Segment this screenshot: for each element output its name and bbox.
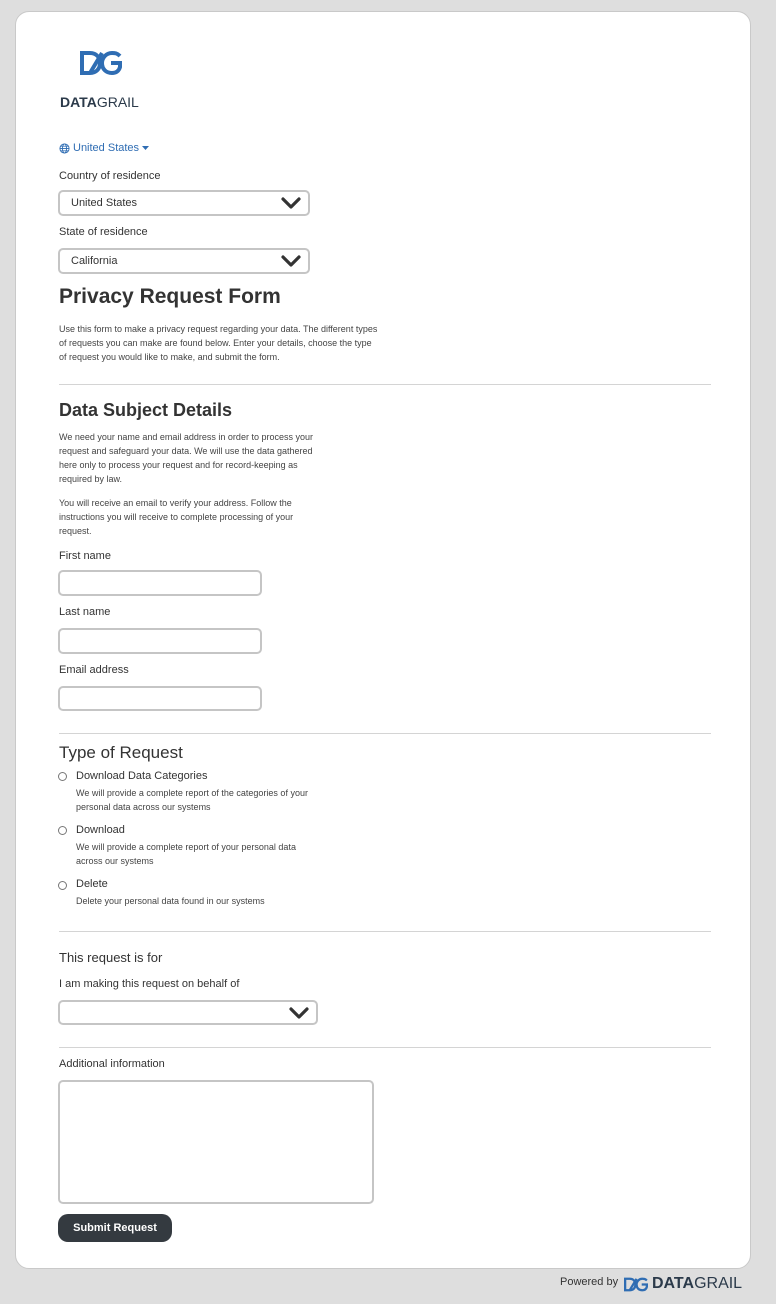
datagrail-mark-icon [80,50,122,76]
first-name-input[interactable] [58,570,262,596]
submit-button[interactable]: Submit Request [58,1214,172,1242]
divider [59,733,711,734]
locale-label: United States [73,142,140,154]
email-label: Email address [59,664,129,676]
email-input[interactable] [58,686,262,711]
country-select[interactable] [58,190,310,216]
subject-para-2: You will receive an email to verify your address. Follow the instructions you will receive to complete processing of your request. [59,498,294,536]
powered-by-text: Powered by [560,1276,619,1288]
option-description: We will provide a complete report of your personal data across our systems [76,842,296,866]
option-description: Delete your personal data found in our systems [76,896,265,906]
option-description: We will provide a complete report of the categories of your personal data across our systems [76,788,308,812]
page-title: Privacy Request Form [59,285,281,308]
chevron-down-icon [288,1006,310,1020]
globe-icon [59,143,70,154]
datagrail-logo [60,50,150,110]
logo-text-bold: DATA [60,94,97,110]
country-label: Country of residence [59,170,161,182]
datagrail-mark-icon [624,1277,648,1292]
chevron-down-icon [280,254,302,268]
chevron-down-icon [280,196,302,210]
request-for-title: This request is for [59,950,163,965]
option-label: Delete [76,878,108,890]
subject-section-title: Data Subject Details [59,400,233,420]
radio-delete[interactable] [58,881,67,890]
divider [59,384,711,385]
request-type-title: Type of Request [59,743,183,762]
option-label: Download Data Categories [76,770,208,782]
footer-logo-bold: DATA [652,1275,695,1292]
form-card [15,11,751,1269]
request-for-select[interactable] [58,1000,318,1025]
state-label: State of residence [59,226,148,238]
form-intro: Use this form to make a privacy request regarding your data. The different types of requests you can make are found below. Enter your details, choose the type of request you would like to make, and submit the form. [59,324,378,362]
footer-datagrail-logo[interactable] [624,1275,754,1295]
footer-logo-light: GRAIL [694,1275,743,1292]
option-label: Download [76,824,125,836]
country-value: United States [71,197,138,209]
locale-selector[interactable] [59,142,149,154]
radio-download-categories[interactable] [58,772,67,781]
request-for-label: I am making this request on behalf of [59,978,240,990]
last-name-input[interactable] [58,628,262,654]
divider [59,931,711,932]
last-name-label: Last name [59,606,111,618]
subject-para-1: We need your name and email address in order to process your request and safeguard your data. We will use the data gathered here only to process your request and for record-keeping as required by law. [59,432,313,484]
logo-text-light: GRAIL [96,94,139,110]
caret-down-icon [142,146,149,151]
additional-info-textarea[interactable] [58,1080,374,1204]
divider [59,1047,711,1048]
state-select[interactable] [58,248,310,274]
radio-download[interactable] [58,826,67,835]
state-value: California [71,255,118,267]
first-name-label: First name [59,550,111,562]
additional-info-label: Additional information [59,1058,165,1070]
